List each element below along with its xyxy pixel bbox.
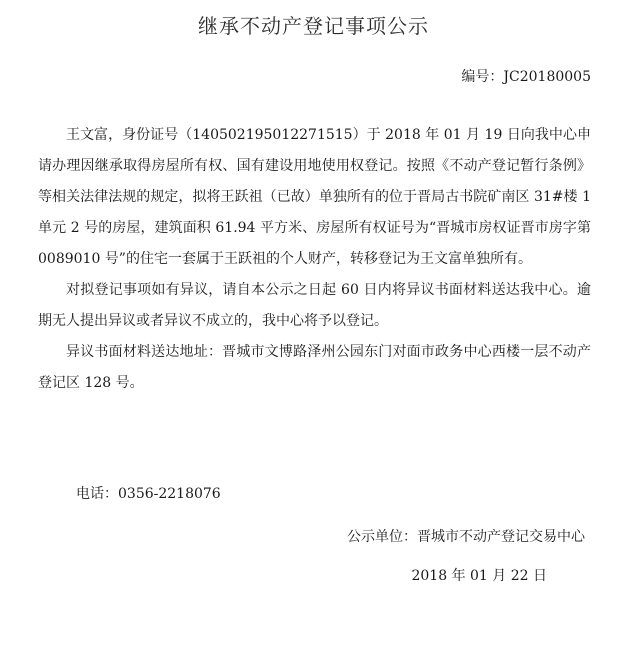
document-title: 继承不动产登记事项公示 [198, 14, 429, 38]
issue-date: 2018 年 01 月 22 日 [411, 568, 547, 584]
contact-phone: 电话：0356-2218076 [76, 486, 221, 502]
document-number: 编号：JC20180005 [461, 69, 591, 85]
document-body [38, 120, 591, 399]
paragraph-objection-address: 异议书面材料送达地址：晋城市文博路泽州公园东门对面市政务中心西楼一层不动产登记区 128 号。 [38, 344, 591, 391]
paragraph-applicant: 王文富，身份证号（140502195012271515）于 2018 年 01 月 19 日向我中心申请办理因继承取得房屋所有权、国有建设用地使用权登记。按照《不动产登记暂行条例》等相关法律法规的规定，拟将王跃祖（已故）单独所有的位于晋局古书院矿南区 31#楼 1 单元 2 号的房屋，建筑面积 61.94 平方米、房屋所有权证号为“晋城市房权证晋市房字第 0089010 号”的住宅一套属于王跃祖的个人财产，转移登记为王文富单独所有。 [38, 127, 591, 267]
paragraph-objection-notice: 对拟登记事项如有异议，请自本公示之日起 60 日内将异议书面材料送达我中心。逾期无人提出异议或者异议不成立的，我中心将予以登记。 [38, 282, 591, 329]
issuing-unit: 公示单位：晋城市不动产登记交易中心 [347, 529, 585, 545]
